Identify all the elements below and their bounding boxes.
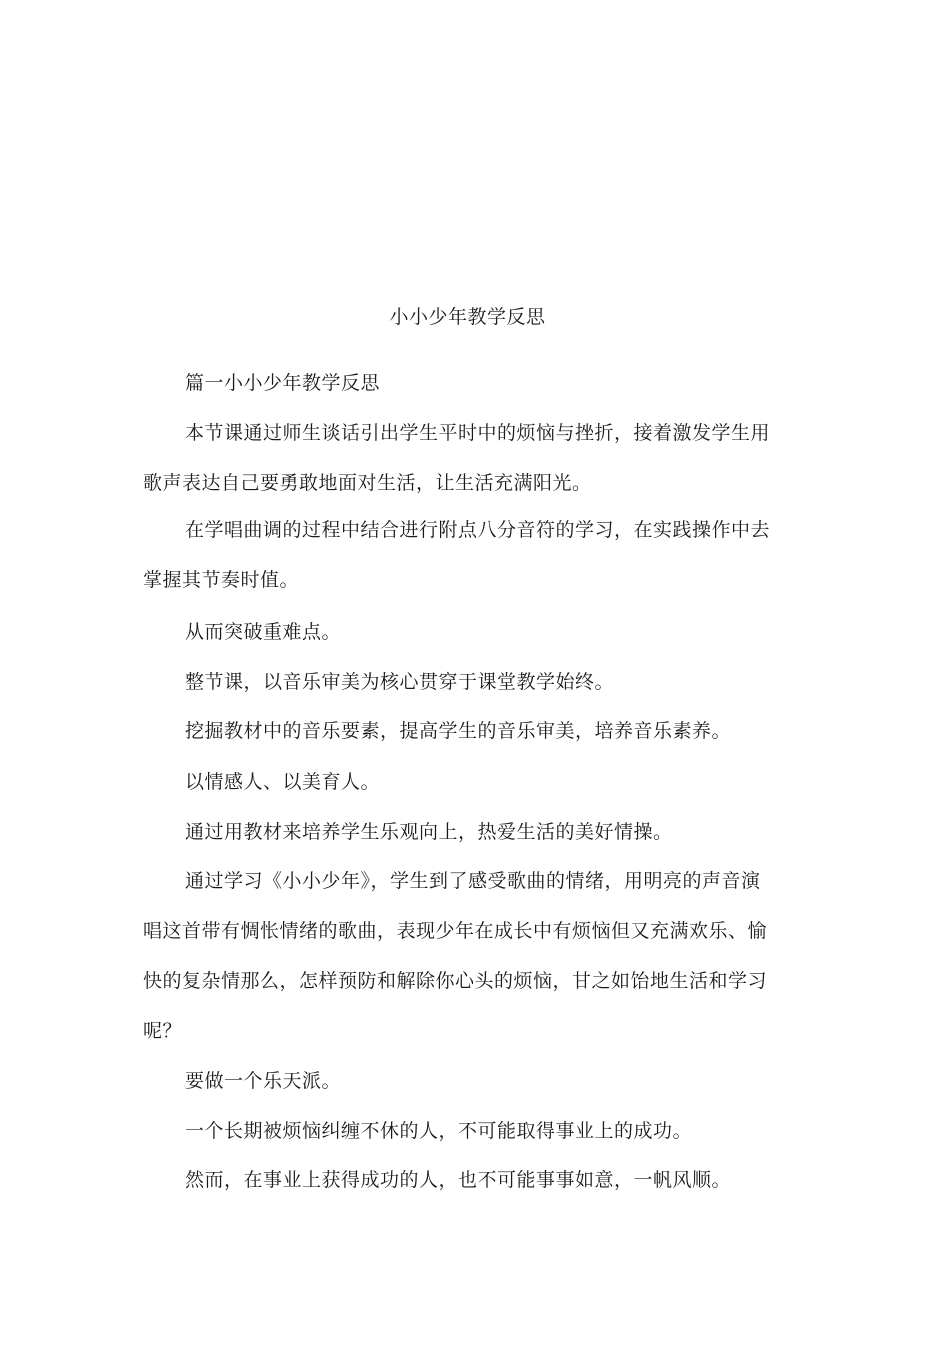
paragraph-10 bbox=[143, 1117, 763, 1145]
paragraph-line: 呢？ bbox=[143, 1020, 183, 1042]
paragraph-8 bbox=[143, 867, 768, 1045]
paragraph-line: 从而突破重难点。 bbox=[185, 621, 342, 643]
paragraph-line: 歌声表达自己要勇敢地面对生活，让生活充满阳光。 bbox=[143, 472, 592, 494]
paragraph-line: 本节课通过师生谈话引出学生平时中的烦恼与挫折，接着激发学生用 bbox=[185, 422, 771, 444]
paragraph-line: 快的复杂情那么，怎样预防和解除你心头的烦恼，甘之如饴地生活和学习 bbox=[143, 970, 768, 992]
paragraph-line: 整节课，以音乐审美为核心贯穿于课堂教学始终。 bbox=[185, 671, 615, 693]
paragraph-line: 挖掘教材中的音乐要素，提高学生的音乐审美，培养音乐素养。 bbox=[185, 720, 732, 742]
paragraph-11 bbox=[143, 1166, 763, 1194]
document-title: 小小少年教学反思 bbox=[389, 306, 546, 328]
paragraph-3 bbox=[143, 618, 763, 646]
paragraph-line: 以情感人、以美育人。 bbox=[185, 771, 381, 793]
section-heading-text: 篇一小小少年教学反思 bbox=[185, 372, 381, 394]
paragraph-6 bbox=[143, 768, 763, 796]
paragraph-9 bbox=[143, 1067, 763, 1095]
paragraph-5 bbox=[143, 717, 763, 745]
paragraph-line: 然而，在事业上获得成功的人，也不可能事事如意，一帆风顺。 bbox=[185, 1169, 732, 1191]
paragraph-line: 要做一个乐天派。 bbox=[185, 1070, 342, 1092]
paragraph-line: 唱这首带有惆怅情绪的歌曲，表现少年在成长中有烦恼但又充满欢乐、愉 bbox=[143, 920, 768, 942]
paragraph-line: 掌握其节奏时值。 bbox=[143, 569, 300, 591]
paragraph-line: 通过用教材来培养学生乐观向上，热爱生活的美好情操。 bbox=[185, 821, 673, 843]
section-heading bbox=[143, 369, 763, 397]
paragraph-line: 通过学习《小小少年》，学生到了感受歌曲的情绪，用明亮的声音演 bbox=[185, 870, 761, 892]
paragraph-line: 在学唱曲调的过程中结合进行附点八分音符的学习，在实践操作中去 bbox=[185, 519, 771, 541]
paragraph-4 bbox=[143, 668, 763, 696]
paragraph-7 bbox=[143, 818, 763, 846]
paragraph-line: 一个长期被烦恼纠缠不休的人，不可能取得事业上的成功。 bbox=[185, 1120, 693, 1142]
paragraph-2 bbox=[143, 516, 771, 594]
paragraph-1 bbox=[143, 419, 771, 497]
